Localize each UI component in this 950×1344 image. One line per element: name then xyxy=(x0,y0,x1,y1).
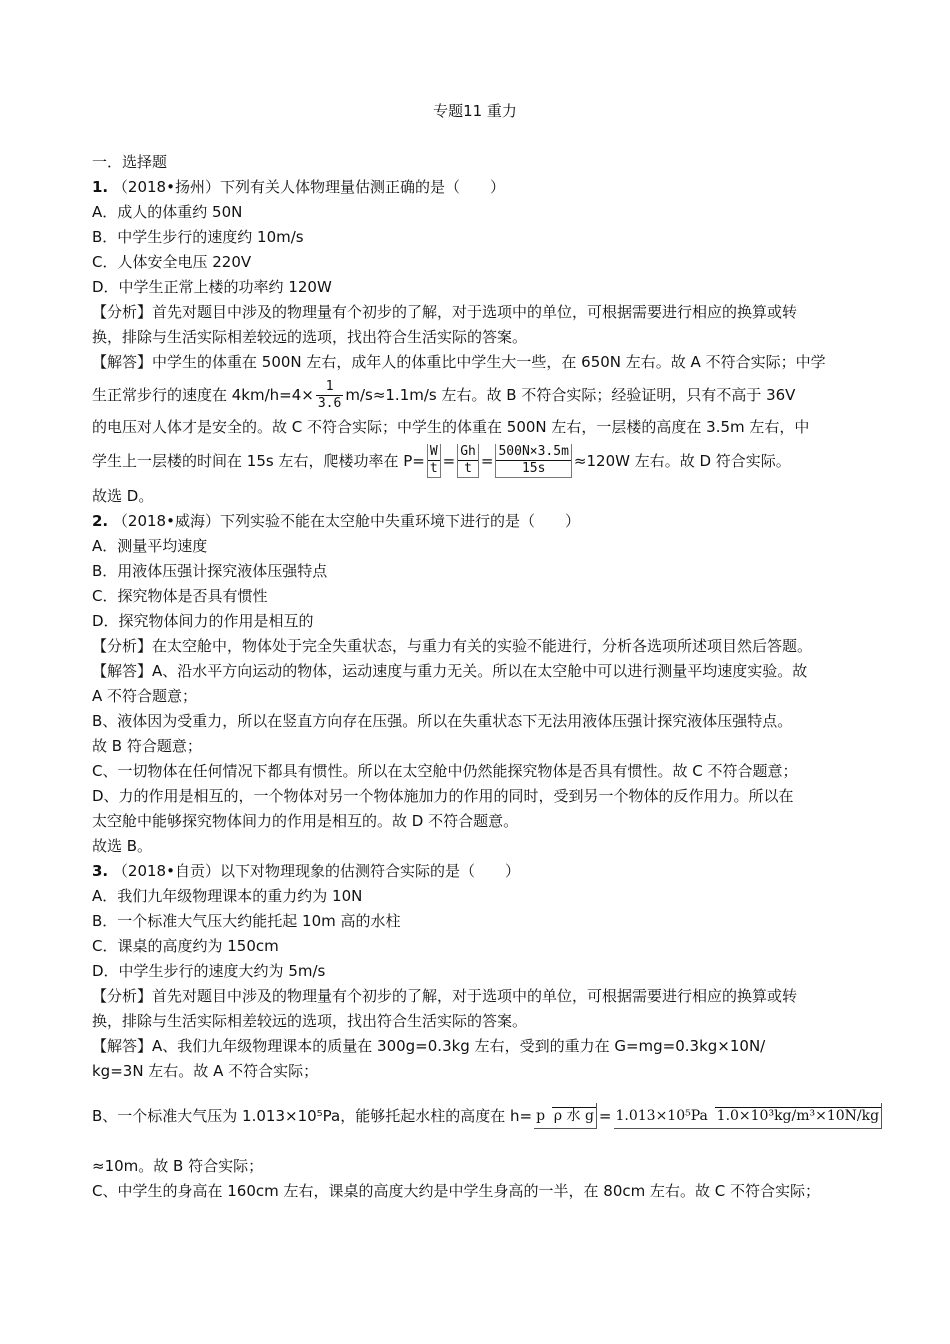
fraction-1-over-3-6 xyxy=(316,379,343,412)
answer-line: 【解答】中学生的体重在 500N 左右，成年人的体重比中学生大一些，在 650N 左右。故 A 不符合实际；中学 xyxy=(92,353,826,371)
option-a: A．我们九年级物理课本的重力约为 10N xyxy=(92,887,363,905)
answer-line: 的电压对人体才是安全的。故 C 不符合实际；中学生的体重在 500N 左右，一层楼的高度在 3.5m 左右，中 xyxy=(92,418,810,436)
question-number: 2. xyxy=(92,512,109,530)
fraction-numerator: 500N×3.5m xyxy=(498,444,569,459)
question-text: （2018•扬州）下列有关人体物理量估测正确的是（ ） xyxy=(112,178,505,196)
answer-line: ≈10m。故 B 符合实际； xyxy=(92,1157,264,1175)
option-c: C．课桌的高度约为 150cm xyxy=(92,937,279,955)
fraction-numerator: p xyxy=(536,1108,546,1124)
question-3-stem xyxy=(92,859,864,884)
answer-line: 太空舱中能够探究物体间力的作用是相互的。故 D 不符合题意。 xyxy=(92,812,519,830)
analysis-line: 【分析】在太空舱中，物体处于完全失重状态，与重力有关的实验不能进行，分析各选项所述项目然后答题。 xyxy=(92,637,813,655)
option-d: D．中学生正常上楼的功率约 120W xyxy=(92,278,332,296)
section-heading: 一．选择题 xyxy=(92,153,168,171)
fraction-p-over-rho-g xyxy=(534,1103,597,1129)
answer-text: m/s≈1.1m/s 左右。故 B 不符合实际；经验证明，只有不高于 36V xyxy=(345,385,796,404)
fraction-numerator: 1 xyxy=(325,378,334,394)
answer-line-power-formula xyxy=(92,440,864,482)
fraction-gh-over-t xyxy=(457,444,479,478)
fraction-denominator: 15s xyxy=(496,460,570,477)
question-text: （2018•威海）下列实验不能在太空舱中失重环境下进行的是（ ） xyxy=(112,512,580,530)
fraction-numerator: 1.013×10⁵Pa xyxy=(615,1108,708,1124)
equals-sign: = xyxy=(442,451,456,470)
answer-line: kg=3N 左右。故 A 不符合实际； xyxy=(92,1062,319,1080)
option-d: D．中学生步行的速度大约为 5m/s xyxy=(92,962,326,980)
equals-sign: = xyxy=(480,451,494,470)
fraction-denominator: 1.0×10³kg/m³×10N/kg xyxy=(716,1108,880,1124)
analysis-line: 【分析】首先对题目中涉及的物理量有个初步的了解，对于选项中的单位，可根据需要进行相应的换算或转 xyxy=(92,303,798,321)
fraction-pressure-values xyxy=(614,1103,883,1129)
option-b: B．用液体压强计探究液体压强特点 xyxy=(92,562,328,580)
option-c: C．探究物体是否具有惯性 xyxy=(92,587,268,605)
option-d: D．探究物体间力的作用是相互的 xyxy=(92,612,314,630)
answer-text: 生正常步行的速度在 4km/h=4× xyxy=(92,385,314,404)
question-1-stem xyxy=(92,175,864,200)
option-b: B．一个标准大气压大约能托起 10m 高的水柱 xyxy=(92,912,401,930)
question-number: 1. xyxy=(92,178,109,196)
fraction-numerator: W xyxy=(429,444,438,459)
fraction-w-over-t xyxy=(427,444,441,478)
answer-line: C、中学生的身高在 160cm 左右，课桌的高度大约是中学生身高的一半，在 80cm 左右。故 C 不符合实际； xyxy=(92,1182,820,1200)
option-a: A．测量平均速度 xyxy=(92,537,208,555)
fraction-denominator: ρ 水 g xyxy=(553,1108,594,1124)
option-a: A．成人的体重约 50N xyxy=(92,203,243,221)
answer-line-with-fraction xyxy=(92,375,864,415)
answer-text: ≈120W 左右。故 D 符合实际。 xyxy=(573,451,791,470)
answer-line: D、力的作用是相互的，一个物体对另一个物体施加力的作用的同时，受到另一个物体的反作用力。所以在 xyxy=(92,787,794,805)
answer-text: 学生上一层楼的时间在 15s 左右，爬楼功率在 P= xyxy=(92,451,425,470)
answer-line: B、液体因为受重力，所以在竖直方向存在压强。所以在失重状态下无法用液体压强计探究液体压强特点。 xyxy=(92,712,793,730)
question-text: （2018•自贡）以下对物理现象的估测符合实际的是（ ） xyxy=(112,862,520,880)
answer-line-pressure-formula xyxy=(92,1084,880,1148)
option-b: B．中学生步行的速度约 10m/s xyxy=(92,228,304,246)
fraction-values xyxy=(495,444,571,478)
answer-line: 【解答】A、沿水平方向运动的物体，运动速度与重力无关。所以在太空舱中可以进行测量平均速度实验。故 xyxy=(92,662,808,680)
answer-text: B、一个标准大气压为 1.013×10⁵Pa，能够托起水柱的高度在 h= xyxy=(92,1106,533,1125)
answer-choice: 故选 B。 xyxy=(92,837,153,855)
analysis-line: 换，排除与生活实际相差较远的选项，找出符合生活实际的答案。 xyxy=(92,1012,528,1030)
analysis-line: 【分析】首先对题目中涉及的物理量有个初步的了解，对于选项中的单位，可根据需要进行相应的换算或转 xyxy=(92,987,798,1005)
equals-sign: = xyxy=(598,1106,612,1125)
fraction-denominator: t xyxy=(458,460,478,477)
document-body xyxy=(92,150,880,1204)
answer-line: 【解答】A、我们九年级物理课本的质量在 300g=0.3kg 左右，受到的重力在 G=mg=0.3kg×10N/ xyxy=(92,1037,766,1055)
answer-choice: 故选 D。 xyxy=(92,487,154,505)
question-2-stem xyxy=(92,509,864,534)
fraction-denominator: 3.6 xyxy=(317,395,342,411)
fraction-denominator: t xyxy=(429,461,438,476)
fraction-numerator: Gh xyxy=(460,444,476,459)
option-c: C．人体安全电压 220V xyxy=(92,253,252,271)
answer-line: 故 B 符合题意； xyxy=(92,737,202,755)
analysis-line: 换，排除与生活实际相差较远的选项，找出符合生活实际的答案。 xyxy=(92,328,528,346)
answer-line: A 不符合题意； xyxy=(92,687,198,705)
answer-line: C、一切物体在任何情况下都具有惯性。所以在太空舱中仍然能探究物体是否具有惯性。故 C 不符合题意； xyxy=(92,762,798,780)
page-title: 专题11 重力 xyxy=(433,102,517,120)
question-number: 3. xyxy=(92,862,109,880)
